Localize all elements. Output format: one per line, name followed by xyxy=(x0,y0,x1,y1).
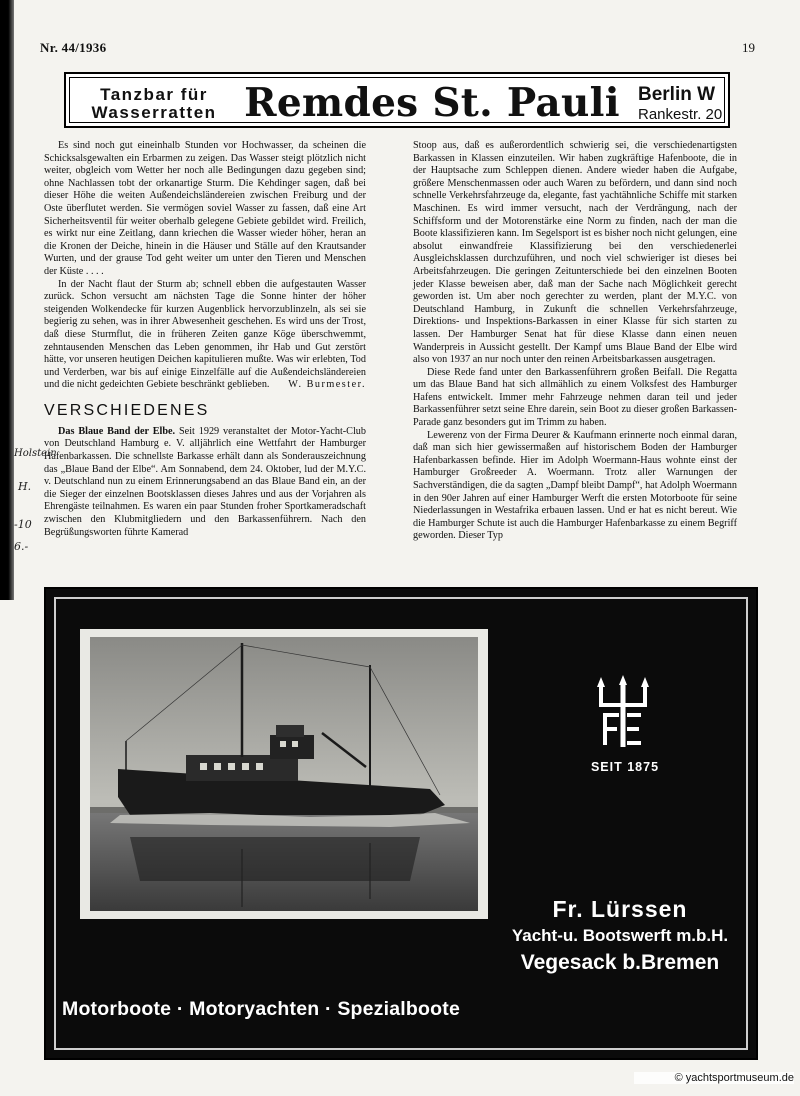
article-paragraph: Es sind noch gut eineinhalb Stunden vor Hochwasser, da scheinen die Schicksalsgewalten ein Erbarmen zu zeigen. Das Wasser steigt plötzlich nicht weiter, obgleich vom Wetter her noch alle Bedingungen dazu gegeben sind; ohne Nachlassen tobt der orkanartige Sturm. Die Kehdinger sagen, daß bei dieser Höhe die weiten Außendeichsländereien zwischen Freiburg und der Oste überflutet werden. Sie vermögen soviel Wasser zu fassen, daß eine Art Sicherheitsventil für weiter oberhalb gelegene Gebiete gebildet wird. Freilich, es wirkt nur eine Zeitlang, dann kriechen die Wasser wieder höher, heran an die Kronen der Deiche, hinein in die Häuser und Ställe auf den Krautsander Wurten, und der grause Tod geht weiter um unter den Tieren und Menschen der Küste . . . . xyxy=(44,140,366,277)
remdes-ad-address xyxy=(638,84,728,124)
luerssen-since: SEIT 1875 xyxy=(590,760,660,774)
margin-note-1: Holstein xyxy=(14,448,57,459)
luerssen-product-tagline: Motorboote · Motoryachten · Spezialboote xyxy=(62,998,460,1020)
remdes-ad-tagline xyxy=(84,86,224,122)
article-column-left xyxy=(44,140,366,539)
luerssen-company-block xyxy=(500,895,740,977)
section-title-verschiedenes: VERSCHIEDENES xyxy=(44,401,210,419)
article-signature: W. Burmester. xyxy=(288,379,366,391)
article-column-right xyxy=(413,140,737,543)
remdes-ad-tagline-line2: Wasserratten xyxy=(91,103,217,122)
article-paragraph: In der Nacht flaut der Sturm ab; schnell ebben die aufgestauten Wasser zurück. Schon versucht am nächsten Tage die Sonne hinter der höher steigenden Wolkendecke für kurzen Augenblick hervorzublinzeln, als sei sie begierig zu sehen, was in ihrer Abwesenheit geschehen. Es wird uns der Trost, daß diese Sturmflut, die in früheren Zeiten ganze Köge überschwemmt, zehntausenden Menschen das Leben genommen, ihr Hab und Gut zerstört hätte, vor unseren heutigen Deichen kapitulieren mußte. Was wir erlebten, Tod und Verderben, war bis auf einige Einzelfälle auf die Außendeichsländereien und die nicht gedeichten Gebiete beschränkt geblieben. xyxy=(44,278,366,391)
issue-number: Nr. 44/1936 xyxy=(40,40,107,55)
article-paragraph: Lewerenz von der Firma Deurer & Kaufmann erinnerte noch einmal daran, daß man sich hier gewissermaßen auf historischem Boden der Hamburger Hafenbarkassen befinde. Hier im Adolph Woermann-Haus wohnte einst der Hamburger Großreeder A. Woermann. Trotz aller Warnungen der Sachverständigen, die da sagten „Dampf bleibt Dampf“, hat Adolph Woermann in den 90er Jahren auf einer Hamburger Werft die ersten Motorboote für seine Niederlassungen in Westafrika erbauen lassen. Und er hat es nicht bereut. Wie die Hamburger Schute ist auch die Hamburger Hafenbarkasse zu einem Begriff geworden. Dieser Typ xyxy=(413,429,737,542)
remdes-ad-tagline-line1: Tanzbar für xyxy=(100,85,208,104)
source-watermark: © yachtsportmuseum.de xyxy=(634,1072,794,1084)
handwritten-margin-notes xyxy=(10,448,57,578)
luerssen-trident-logo-icon xyxy=(593,675,653,755)
luerssen-location: Vegesack b.Bremen xyxy=(520,951,720,974)
article-paragraph: Diese Rede fand unter den Barkassenführern großen Beifall. Die Regatta um das Blaue Band hat sich allmählich zu einem Volksfest des Hamburger Hafens entwickelt. Immer mehr Fahrzeuge nehmen daran teil und jeder Barkassenführer setzt seine Ehre darein, sein Boot zu dieser großen Barkassen-Parade ganz besonders gut im Trimm zu haben. xyxy=(413,366,737,429)
remdes-ad-name: Remdes St. Pauli xyxy=(244,80,620,126)
remdes-ad-city: Berlin W xyxy=(638,84,716,105)
page-number: 19 xyxy=(742,40,755,55)
luerssen-company-type: Yacht-u. Bootswerft m.b.H. xyxy=(511,926,729,945)
margin-note-3: -10 xyxy=(14,518,32,531)
luerssen-company-name: Fr. Lürssen xyxy=(552,896,688,922)
remdes-ad-street: Rankestr. 20 xyxy=(638,106,723,123)
news-headline-blaue-band: Das Blaue Band der Elbe. xyxy=(58,425,176,437)
remdes-advertisement xyxy=(64,72,730,128)
margin-note-2: H. xyxy=(18,480,32,493)
news-text-blaue-band: Seit 1929 veranstaltet der Motor-Yacht-Club von Deutschland Hamburg e. V. alljährlich eine Wettfahrt der Hamburger Hafenbarkassen. Die schnellste Barkasse erhält dann als Sonderauszeichnung das „Blaue Band der Elbe“. Am Sonnabend, dem 24. Oktober, lud der M.Y.C. v. Deutschland nun zu einem Erinnerungsabend an das Blaue Band ein, an der die Sieger der einzelnen Bootsklassen dieses Jahres und aus der Vorjahren als Ehrengäste teilnahmen. Es waren ein paar Stunden froher Sportkameradschaft zwischen den Klubmitgliedern und den Barkassenführern. Nach den Begrüßungsworten führte Kamerad xyxy=(44,425,366,538)
motor-yacht-photo xyxy=(90,637,478,911)
article-paragraph: Stoop aus, daß es außerordentlich schwierig sei, die verschiedenartigsten Barkassen in Klassen einzuteilen. Wir haben zugkräftige Hafenboote, die in der Hauptsache zum Schleppen dienen. Andere wieder haben die Aufgabe, größere Menschenmassen oder auch Waren zu befördern, und dann sind noch schnelle Verkehrsfahrzeuge da, elegante, fast yachtähnliche Schiffe mit starken Maschinen. Es wird immer versucht, nach der Verdrängung, nach der Schiffsform und der Motorenstärke eine Norm zu finden, nach der man die Boote klassifizieren kann. Im Segelsport ist es bisher noch nicht gelungen, eine absolut einwandfreie Klassifizierung bei den verschiedenerlei Ausgleichsklassen durchzuführen, und noch viel schwieriger ist dieses bei Arbeitsfahrzeugen. Die geringen Zeitunterschiede bei den einzelnen Booten jeder Klasse beweisen aber, daß man der Sache nach Möglichkeit gerecht geworden ist. Um aber noch gerechter zu werden, plant der M.Y.C. von Deutschland Hamburg, in Zukunft die schnellen Verkehrsfahrzeuge, Direktions- und Inspektions-Barkassen in einer Klasse für sich starten zu lassen. Der Hamburger Senat hat für diese Klasse dann einen neuen Wanderpreis in Aussicht gestellt. Der Kampf ums Blaue Band der Elbe wird also von 1937 an nur noch unter den reinen Arbeitsbarkassen ausgetragen. xyxy=(413,140,737,366)
margin-note-4: 6.- xyxy=(14,540,29,553)
remdes-ad-inner-frame xyxy=(69,77,725,126)
